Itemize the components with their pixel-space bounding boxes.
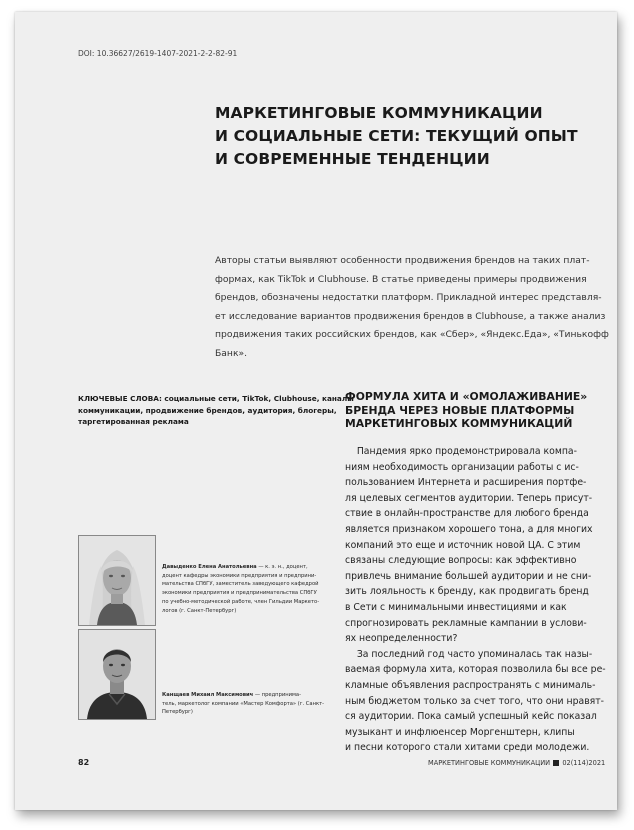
page-number: 82 [78, 758, 90, 767]
abstract-line: брендов, обозначены недостатки платформ. Прикладной интерес представля- [215, 292, 602, 304]
title-line: И СОЦИАЛЬНЫЕ СЕТИ: ТЕКУЩИЙ ОПЫТ [215, 127, 578, 145]
title-line: И СОВРЕМЕННЫЕ ТЕНДЕНЦИИ [215, 150, 490, 168]
author-bio-line: Петербург) [162, 709, 193, 716]
author-bio-line: мательства СПбГУ, заместитель заведующего кафедрой [162, 581, 319, 588]
doi-line: DOI: 10.36627/2619-1407-2021-2-2-82-91 [78, 49, 238, 58]
body-line: компаний это еще и источник новой ЦА. С этим [345, 539, 581, 551]
body-text [345, 444, 606, 756]
article-title [215, 102, 578, 171]
author-name: Канщаев Михаил Максимович [162, 692, 254, 698]
square-icon [553, 760, 559, 766]
abstract-line: ет исследование вариантов продвижения брендов в Clubhouse, а также анализ [215, 310, 606, 322]
body-line: связаны следующие вопросы: как эффективно [345, 555, 577, 567]
body-line: ях неопределенности? [345, 633, 458, 645]
body-line: привлечь внимание большей аудитории и не сни- [345, 570, 592, 582]
journal-page [15, 12, 617, 810]
author-bio-first-line [162, 691, 332, 700]
keywords-line: коммуникации, продвижение брендов, аудитория, блогеры, [78, 405, 337, 415]
body-line: ниям необходимость организации работы с ис- [345, 461, 579, 473]
abstract-line: продвижения таких российских брендов, как «Сбер», «Яндекс.Еда», «Тинькофф [215, 329, 609, 341]
body-line: ным бюджетом только за счет того, что они нравят- [345, 695, 605, 707]
journal-footer [428, 759, 605, 767]
author-name: Давыденко Елена Анатольевна [162, 564, 257, 570]
author-photo-man-image [79, 630, 155, 719]
body-line: Пандемия ярко продемонстрировала компа- [345, 446, 577, 457]
section-heading-line: БРЕНДА ЧЕРЕЗ НОВЫЕ ПЛАТФОРМЫ [345, 403, 575, 417]
body-line: кламные объявления распространять с минималь- [345, 679, 596, 691]
author-photo-woman-image [79, 536, 155, 625]
body-line: За последний год часто упоминалась так назы- [345, 648, 593, 660]
section-heading [345, 390, 588, 431]
journal-name: МАРКЕТИНГОВЫЕ КОММУНИКАЦИИ [428, 759, 551, 767]
author-bio-line: по учебно-методической работе, член Гильдии Маркето- [162, 598, 320, 605]
body-line: и песни которого стали хитами среди молодежи. [345, 742, 590, 754]
body-line: ваемая формула хита, которая позволила бы все ре- [345, 664, 606, 676]
journal-issue: 02(114)2021 [562, 759, 606, 767]
author-bio-line: доцент кафедры экономики предприятия и предприни- [162, 572, 317, 579]
body-line: пользованием Интернета и расширения портфе- [345, 477, 587, 489]
author-photo-woman [78, 535, 156, 626]
keywords-line: таргетированная реклама [78, 417, 189, 426]
section-heading-line: МАРКЕТИНГОВЫХ КОММУНИКАЦИЙ [345, 417, 573, 431]
author-bio-first-line [162, 563, 332, 572]
body-line: является признаком хорошего тона, а для многих [345, 523, 593, 535]
keywords-block [78, 393, 354, 428]
author-bio-line: — к. э. н., доцент, [256, 564, 308, 570]
body-line: зить лояльность к бренду, как продвигать бренд [345, 586, 589, 598]
author-bio [162, 563, 332, 615]
keywords-line: КЛЮЧЕВЫЕ СЛОВА: социальные сети, TikTok, Clubhouse, каналы [78, 394, 354, 403]
author-bio-line: логов (г. Санкт-Петербург) [162, 607, 237, 614]
body-line: спрогнозировать рекламные кампании в услови- [345, 617, 587, 629]
author-bio-line: — предпринима- [253, 692, 301, 698]
author-photo-man [78, 629, 156, 720]
section-heading-line: ФОРМУЛА ХИТА И «ОМОЛАЖИВАНИЕ» [345, 390, 588, 403]
body-line: ствие в онлайн-пространстве для любого бренда [345, 508, 589, 520]
body-line: музыкант и инфлюенсер Моргенштерн, клипы [345, 726, 575, 738]
author-bio-line: экономики предприятия и предпринимательства СПбГУ [162, 590, 317, 597]
body-line: ля целевых сегментов аудитории. Теперь присут- [345, 492, 593, 504]
author-bio-line: тель, маркетолог компании «Мастер Комфорта» (г. Санкт- [162, 700, 325, 707]
abstract-line: Авторы статьи выявляют особенности продвижения брендов на таких плат- [215, 255, 590, 266]
body-line: ся аудитории. Пока самый успешный кейс показал [345, 711, 597, 723]
title-line: МАРКЕТИНГОВЫЕ КОММУНИКАЦИИ [215, 104, 543, 122]
abstract-line: формах, как TikTok и Clubhouse. В статье приведены примеры продвижения [215, 273, 587, 285]
abstract-line: Банк». [215, 347, 248, 359]
author-bio [162, 691, 332, 717]
body-line: в Сети с минимальными инвестициями и как [345, 601, 567, 613]
abstract [215, 252, 609, 364]
